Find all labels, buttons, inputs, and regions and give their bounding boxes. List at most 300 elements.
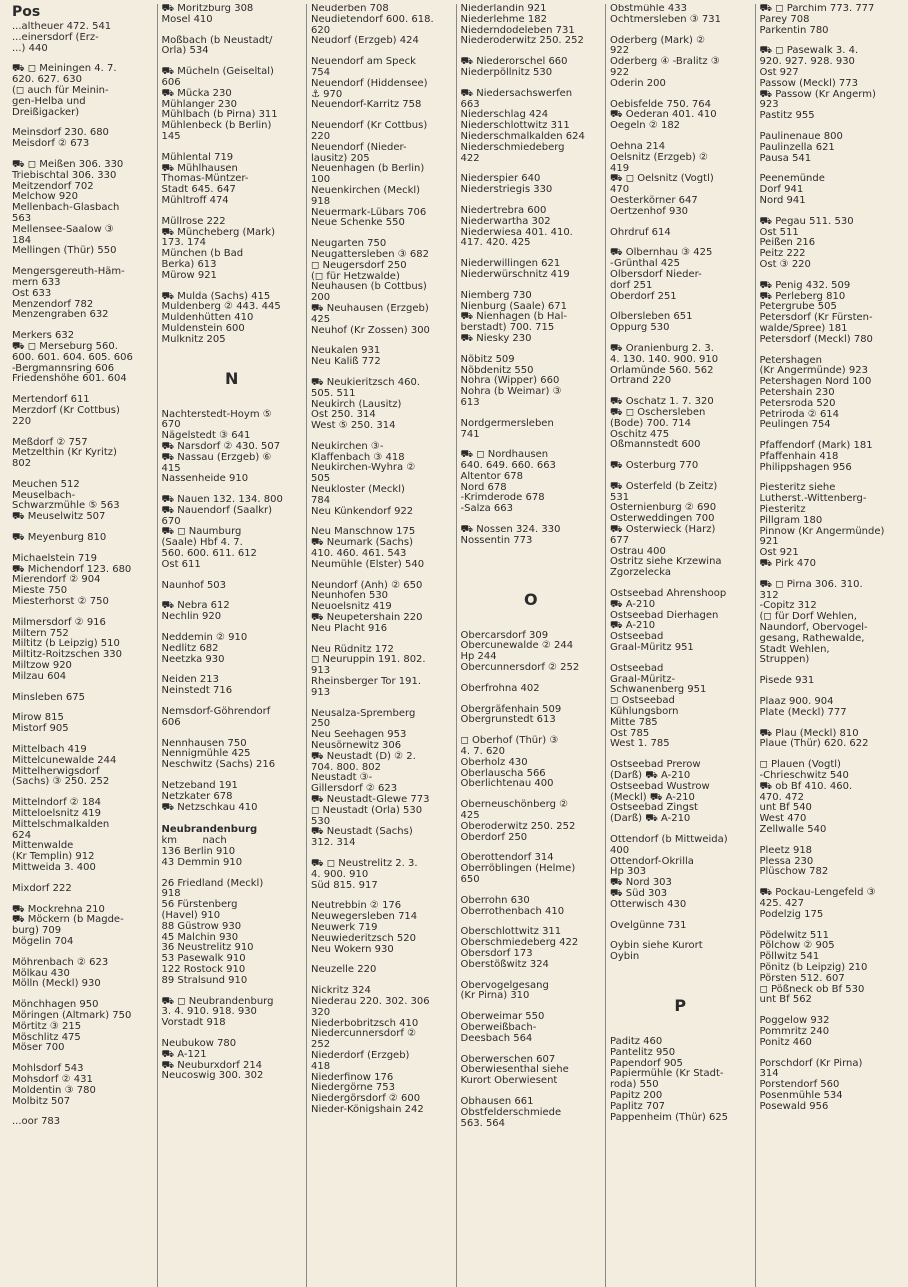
index-entry: 921 (759, 536, 779, 548)
index-entry: Neunhofen 530 (311, 590, 389, 602)
index-entry: Mittelherwigsdorf (12, 765, 100, 777)
index-entry: Poggelow 932 (759, 1015, 830, 1027)
index-entry: Neu Manschnow 175 (311, 526, 416, 538)
index-entry: Oderberg ④ -Bralitz ③ (610, 56, 720, 68)
index-entry: roda) 550 (610, 1079, 659, 1091)
index-entry: Neuermark-Lübars 706 (311, 206, 427, 218)
index-entry: Schwanenberg 951 (610, 684, 707, 696)
index-entry: berstadt) 700. 715 (460, 322, 555, 334)
index-entry: unt Bf 562 (759, 994, 812, 1006)
index-entry: Mohlsdorf 543 (12, 1063, 84, 1075)
entry-gap (461, 547, 602, 557)
index-entry: Neuendorf-Karritz 758 (311, 99, 422, 111)
index-entry: 320 (311, 1006, 331, 1018)
index-entry: 220 (311, 130, 331, 142)
index-entry: Neetzka 930 (161, 653, 225, 665)
index-entry: ⛟ Oschatz 1. 7. 320 (610, 396, 714, 408)
index-entry: 563 (12, 212, 32, 224)
index-entry: Plate (Meckl) 777 (759, 706, 847, 718)
index-entry: Niederwiesa 401. 410. (460, 226, 573, 238)
index-entry: Neusörnewitz 306 (311, 740, 402, 752)
index-entry: lausitz) 205 (311, 152, 370, 164)
index-entry: Mittelcunewalde 244 (12, 754, 117, 766)
index-entry: Neumühle (Elster) 540 (311, 558, 425, 570)
index-entry: 663 (460, 98, 480, 110)
index-entry: Minsleben 675 (12, 691, 85, 703)
index-column-2 (158, 4, 308, 1287)
index-entry: Peitz 222 (759, 248, 806, 260)
index-entry: Passow (Meckl) 773 (759, 77, 859, 89)
index-entry: Plaue (Thür) 620. 622 (759, 738, 869, 750)
index-entry: 220 (12, 415, 32, 427)
index-entry: 918 (311, 195, 331, 207)
index-entry: 252 (311, 1039, 331, 1051)
entry-gap (12, 428, 153, 438)
index-entry: Mögelin 704 (12, 935, 74, 947)
index-entry: ⛟ ◻ Meiningen 4. 7. (12, 63, 117, 75)
index-entry: Mixdorf 222 (12, 882, 72, 894)
index-entry: Petersroda 520 (759, 397, 836, 409)
index-entry: 670 (161, 515, 181, 527)
index-entry: Pappenheim (Thür) 625 (610, 1111, 729, 1123)
index-entry: Moßbach (b Neustadt/ (161, 34, 273, 46)
index-entry: 470 (610, 184, 630, 196)
index-entry: Ost 611 (161, 558, 201, 570)
index-entry: 670 (161, 419, 181, 431)
index-entry: Merkers 632 (12, 330, 75, 342)
index-entry: Podelzig 175 (759, 908, 824, 920)
index-entry: Mitteloelsnitz 419 (12, 808, 101, 820)
index-entry: (◻ für Hetzwalde) (311, 270, 400, 282)
index-entry: Neuendorf (Nieder- (311, 141, 407, 153)
index-entry: ⛟ Oederan 401. 410 (610, 109, 717, 121)
index-entry: ⛟ Nassau (Erzgeb) ⑥ (161, 451, 272, 463)
index-entry: Neuendorf (Hiddensee) (311, 77, 428, 89)
index-entry: Neuoelsnitz 419 (311, 601, 392, 613)
index-entry: ⛟ ◻ Pirna 306. 310. (759, 578, 863, 590)
index-entry: West ⑤ 250. 314 (311, 420, 396, 432)
index-entry: Niederau 220. 302. 306 (311, 995, 430, 1007)
index-entry: Plaaz 900. 904 (759, 696, 834, 708)
index-entry: Oberlichtenau 400 (460, 778, 554, 790)
entry-gap (162, 346, 303, 356)
index-entry: Oybin siehe Kurort (610, 940, 703, 952)
index-entry: 100 (311, 174, 331, 186)
index-entry: 677 (610, 534, 630, 546)
index-entry: (Meckl) ⛟ A-210 (610, 791, 695, 803)
index-entry: 624 (12, 829, 32, 841)
index-entry: burg) 709 (12, 925, 62, 937)
entry-gap (461, 557, 602, 567)
index-entry: Oberschmiedeberg 422 (460, 937, 579, 949)
entry-gap (610, 973, 751, 983)
index-entry: 704. 800. 802 (311, 761, 381, 773)
index-entry: ⛟ Neustadt (D) ② 2. (311, 750, 416, 762)
index-entry: Pönitz (b Leipzig) 210 (759, 961, 868, 973)
page-header-label: Pos (12, 4, 41, 20)
index-entry: 410. 460. 461. 543 (311, 548, 407, 560)
index-entry: Obhausen 661 (460, 1095, 534, 1107)
index-entry: Graal-Müritz 951 (610, 642, 694, 654)
index-entry: ⛟ ◻ Oschersleben (610, 406, 706, 418)
index-entry: Neuendorf am Speck (311, 56, 416, 68)
index-entry: ⛟ Nord 303 (610, 877, 672, 889)
index-entry: Pommritz 240 (759, 1025, 830, 1037)
index-entry: Ochtmersleben ③ 731 (610, 13, 722, 25)
index-entry: Ostseebad Dierhagen (610, 609, 719, 621)
index-entry: Niederoderwitz 250. 252 (460, 35, 584, 47)
index-entry: Neucoswig 300. 302 (161, 1070, 264, 1082)
index-entry: Neuendorf (Kr Cottbus) (311, 120, 428, 132)
index-entry: Niederbobritzsch 410 (311, 1017, 419, 1029)
index-entry: ⛟ Meyenburg 810 (12, 532, 107, 544)
index-entry: ⛟ Osterburg 770 (610, 460, 699, 472)
index-entry: ...oor 783 (12, 1116, 61, 1128)
index-entry: Ost 633 (12, 287, 52, 299)
index-entry: Niederstriegis 330 (460, 184, 553, 196)
index-entry: Niedergörne 753 (311, 1082, 396, 1094)
index-entry: Möhrenbach ② 623 (12, 956, 109, 968)
index-column-4 (457, 4, 607, 1287)
index-entry: Miltitz (b Leipzig) 510 (12, 638, 120, 650)
index-entry: ⛟ Nauen 132. 134. 800 (161, 494, 283, 506)
index-entry: Oberschlottwitz 311 (460, 926, 562, 938)
index-entry: Michaelstein 719 (12, 552, 97, 564)
index-entry: 314 (759, 1068, 779, 1080)
index-entry: Kurort Oberwiesent (460, 1075, 558, 1087)
index-entry: Mieste 750 (12, 585, 68, 597)
index-entry: Paulinenaue 800 (759, 130, 843, 142)
index-entry: Pastitz 955 (759, 110, 815, 122)
index-entry: 913 (311, 686, 331, 698)
index-entry: ⛟ ob Bf 410. 460. (759, 780, 853, 792)
index-entry: ⛟ ◻ Parchim 773. 777 (759, 4, 875, 14)
index-entry: ⛟ Nauendorf (Saalkr) (161, 504, 273, 516)
index-entry: 89 Stralsund 910 (161, 974, 248, 986)
index-entry: 505 (311, 473, 331, 485)
index-entry: Petershagen Nord 100 (759, 376, 872, 388)
index-entry: Ottendorf-Okrilla (610, 855, 694, 867)
index-entry: München (b Bad (161, 248, 244, 260)
index-entry: Ostseebad Wustrow (610, 780, 710, 792)
index-entry: Niederfinow 176 (311, 1071, 394, 1083)
index-entry: ⛟ Neuhausen (Erzgeb) (311, 302, 429, 314)
index-entry: Mengersgereuth-Häm- (12, 266, 125, 278)
index-entry: Neukirch (Lausitz) (311, 398, 402, 410)
index-entry: Obergrunstedt 613 (460, 714, 556, 726)
index-entry: Oberlauscha 566 (460, 767, 546, 779)
index-entry: ◻ Plauen (Vogtl) (759, 759, 841, 771)
index-entry: Mölkau 430 (12, 967, 70, 979)
index-entry: 563. 564 (460, 1117, 506, 1129)
index-entry: 425 (311, 313, 331, 325)
index-entry: Stadt Wehlen, (759, 643, 830, 655)
index-entry: 600. 601. 604. 605. 606 (12, 351, 133, 363)
index-entry: unt Bf 540 (759, 802, 812, 814)
index-entry: 415 (161, 462, 181, 474)
index-entry: Schwarzmühle ⑤ 563 (12, 500, 120, 512)
index-entry: 136 Berlin 910 (161, 846, 236, 858)
index-entry: Nienburg (Saale) 671 (460, 300, 567, 312)
index-entry: ...) 440 (12, 42, 48, 54)
index-entry: ⛟ Müncheberg (Mark) (161, 226, 275, 238)
index-entry: 184 (12, 234, 32, 246)
index-entry: ⛟ Neustadt (Sachs) (311, 826, 413, 838)
index-entry: Obercunnersdorf ② 252 (460, 662, 580, 674)
index-entry: ⛟ Niesky 230 (460, 332, 532, 344)
index-entry: Plüschow 782 (759, 866, 829, 878)
index-entry: 200 (311, 292, 331, 304)
index-entry: Muldenstein 600 (161, 322, 245, 334)
index-entry: Nohra (b Weimar) ③ (460, 386, 562, 398)
index-entry: (Kr Templin) 912 (12, 851, 95, 863)
index-entry: Mertendorf 611 (12, 394, 90, 406)
index-entry: 418 (311, 1060, 331, 1072)
index-entry: ⛟ Oranienburg 2. 3. (610, 342, 714, 354)
index-entry: Meßdorf ② 757 (12, 436, 88, 448)
index-entry: Oberdorf 250 (460, 831, 528, 843)
index-entry: ⛟ ◻ Neubrandenburg (161, 995, 274, 1007)
index-entry: Neukloster (Meckl) (311, 484, 405, 496)
index-entry: Oertzenhof 930 (610, 205, 689, 217)
index-entry: Orla) 534 (161, 45, 209, 57)
index-entry: Oybin (610, 951, 640, 963)
index-entry: Obercarsdorf 309 (460, 629, 549, 641)
index-entry: Philippshagen 956 (759, 461, 852, 473)
index-entry: Nedlitz 682 (161, 642, 219, 654)
index-entry: Nemsdorf-Göhrendorf (161, 706, 271, 718)
index-entry: Neukirchen-Wyhra ② (311, 462, 416, 474)
index-entry: Milmersdorf ② 916 (12, 616, 106, 628)
index-entry: Oberholz 430 (460, 756, 528, 768)
index-entry: Graal-Müritz- (610, 673, 676, 685)
index-entry: ⛟ Nossen 324. 330 (460, 524, 561, 536)
index-entry: Mittelndorf ② 184 (12, 797, 102, 809)
index-entry: Papendorf 905 (610, 1057, 683, 1069)
index-entry: Klaffenbach ③ 418 (311, 451, 405, 463)
index-entry: 613 (460, 396, 480, 408)
index-entry: ◻ Pößneck ob Bf 530 (759, 983, 865, 995)
index-entry: Mühlenbeck (b Berlin) (161, 120, 272, 132)
index-entry: (◻ auch für Meinin- (12, 84, 109, 96)
index-entry: Neugattersleben ③ 682 (311, 248, 429, 260)
index-entry: -Bergmannsring 606 (12, 362, 115, 374)
index-entry: 173. 174 (161, 237, 207, 249)
index-entry: Neubukow 780 (161, 1037, 237, 1049)
index-entry: Paditz 460 (610, 1035, 663, 1047)
index-entry: Möringen (Altmark) 750 (12, 1009, 132, 1021)
index-entry: ⛟ Michendorf 123. 680 (12, 563, 132, 575)
index-entry: Ost 511 (759, 226, 799, 238)
index-entry: Peißen 216 (759, 237, 816, 249)
index-entry: Obstfelderschmiede (460, 1106, 562, 1118)
index-entry: Dorf 941 (759, 184, 804, 196)
index-entry: Peulingen 754 (759, 419, 831, 431)
index-entry: (Saale) Hbf 4. 7. (161, 537, 243, 549)
index-entry: 4. 900. 910 (311, 868, 369, 880)
index-entry: Neugarten 750 (311, 238, 387, 250)
index-entry: ⛟ A-210 (610, 598, 656, 610)
index-entry: Neinstedt 716 (161, 685, 233, 697)
index-entry: (Kr Angermünde) 923 (759, 365, 868, 377)
index-entry: Oesterkörner 647 (610, 194, 698, 206)
index-entry: 53 Pasewalk 910 (161, 953, 246, 965)
index-entry: Orlamünde 560. 562 (610, 364, 714, 376)
index-entry: Peenemünde (759, 173, 825, 185)
index-entry: Papitz 200 (610, 1089, 663, 1101)
index-entry: 470. 472 (759, 791, 805, 803)
index-entry: West 1. 785 (610, 738, 670, 750)
index-entry: Müllrose 222 (161, 215, 226, 227)
index-entry: ...einersdorf (Erz- (12, 31, 99, 43)
index-entry: Niederschlag 424 (460, 109, 549, 121)
index-entry: Osternienburg ② 690 (610, 502, 717, 514)
index-entry: -Krimderode 678 (460, 492, 545, 504)
index-entry: Neuwegersleben 714 (311, 911, 418, 923)
index-entry: 923 (759, 99, 779, 111)
index-entry: Nord 941 (759, 194, 806, 206)
index-entry: Petergrube 505 (759, 301, 837, 313)
index-entry: 312. 314 (311, 837, 356, 849)
index-entry: Oberröblingen (Helme) (460, 863, 576, 875)
index-entry: Ostseebad (610, 662, 664, 674)
index-entry: Ostseebad Ahrenshoop (610, 588, 727, 600)
index-entry: Niederwartha 302 (460, 215, 551, 227)
index-entry: Mittenwalde (12, 840, 74, 852)
index-entry: 3. 4. 910. 918. 930 (161, 1006, 257, 1018)
index-entry: Neuhausen (b Cottbus) (311, 281, 427, 293)
index-entry: 250 (311, 718, 331, 730)
index-entry: Neuenhagen (b Berlin) (311, 163, 425, 175)
index-entry: Obstmühle 433 (610, 4, 687, 14)
index-entry: Osterweddingen 700 (610, 513, 715, 525)
index-entry: Porschdorf (Kr Pirna) (759, 1057, 863, 1069)
index-entry: 640. 649. 660. 663 (460, 460, 556, 472)
entry-gap (610, 963, 751, 973)
index-entry: (Kr Pirna) 310 (460, 990, 530, 1002)
index-entry: ⛟ Nebra 612 (161, 600, 230, 612)
index-entry: Nieder-Königshain 242 (311, 1103, 424, 1115)
index-entry: Mosel 410 (161, 13, 213, 25)
index-entry: Neu Rüdnitz 172 (311, 643, 394, 655)
index-entry: Nassenheide 910 (161, 473, 249, 485)
index-entry: ⛟ ◻ Pasewalk 3. 4. (759, 45, 859, 57)
index-entry: Petershagen (759, 354, 823, 366)
index-entry: Pillgram 180 (759, 514, 823, 526)
index-entry: Molbitz 507 (12, 1095, 71, 1107)
index-entry: ⛟ Neumark (Sachs) (311, 537, 414, 549)
index-entry: (Darß) ⛟ A-210 (610, 770, 691, 782)
index-entry: Oderin 200 (610, 77, 666, 89)
index-entry: Oberrohn 630 (460, 894, 530, 906)
index-entry: ⛟ Osterwieck (Harz) (610, 524, 716, 536)
index-entry: Mönchhagen 950 (12, 999, 99, 1011)
index-entry: Süd 815. 917 (311, 879, 378, 891)
index-entry: Meitzendorf 702 (12, 180, 94, 192)
index-entry: Nöbdenitz 550 (460, 364, 534, 376)
index-entry: Parkentin 780 (759, 24, 829, 36)
index-entry: Oberfrohna 402 (460, 682, 540, 694)
index-entry: Muldenhütten 410 (161, 312, 254, 324)
entry-gap (162, 813, 303, 823)
index-entry: 922 (610, 66, 630, 78)
index-entry: Mitte 785 (610, 716, 658, 728)
index-entry: Papiermühle (Kr Stadt- (610, 1068, 724, 1080)
index-entry: 26 Friedland (Meckl) (161, 877, 264, 889)
index-entry: Pausa 541 (759, 152, 812, 164)
index-entry: 918 (161, 888, 181, 900)
index-entry: Vorstadt 918 (161, 1017, 226, 1029)
index-entry: Hp 303 (610, 866, 647, 878)
index-entry: Nohra (Wipper) 660 (460, 375, 560, 387)
index-entry: Obergräfenhain 509 (460, 703, 562, 715)
index-entry: Muldenberg ② 443. 445 (161, 301, 281, 313)
index-entry: Neuwiederitzsch 520 (311, 932, 416, 944)
index-entry: ⛟ Pirk 470 (759, 558, 817, 570)
index-entry: ⛟ Pegau 511. 530 (759, 215, 854, 227)
index-entry: Oberstößwitz 324 (460, 958, 549, 970)
index-entry: Niederlandin 921 (460, 4, 547, 14)
index-entry: 560. 600. 611. 612 (161, 548, 257, 560)
index-entry: ⛟ ◻ Neustrelitz 2. 3. (311, 857, 418, 869)
index-entry: ⛟ Perleberg 810 (759, 290, 846, 302)
index-entry: ...altheuer 472. 541 (12, 21, 112, 32)
index-entry: 531 (610, 491, 630, 503)
index-entry: ◻ Neuruppin 191. 802. (311, 654, 426, 666)
index-entry: dorf 251 (610, 279, 653, 291)
index-entry: Niederschmalkalden 624 (460, 130, 585, 142)
index-entry: 122 Rostock 910 (161, 963, 246, 975)
index-entry: Ovelgünne 731 (610, 919, 687, 931)
index-entry: Naundorf, Obervogel- (759, 622, 868, 634)
index-entry: Deesbach 564 (460, 1032, 533, 1044)
index-entry: Neuzelle 220 (311, 964, 377, 976)
index-entry: Parey 708 (759, 13, 810, 25)
index-entry: Neu Künkendorf 922 (311, 505, 414, 517)
index-entry: 400 (610, 844, 630, 856)
index-entry: 4. 7. 620 (460, 746, 506, 758)
index-entry: Neu Seehagen 953 (311, 729, 407, 741)
index-entry: Metzelthin (Kr Kyritz) (12, 447, 117, 459)
index-entry: Möschlitz 475 (12, 1031, 81, 1043)
index-entry: Nechlin 920 (161, 611, 222, 623)
index-entry: Petriroda ② 614 (759, 408, 840, 420)
index-entry: ⛟ Olbernhau ③ 425 (610, 247, 713, 259)
index-entry: Mellingen (Thür) 550 (12, 245, 117, 257)
index-column-6 (756, 4, 905, 1287)
index-entry: Zgorzelecka (610, 567, 672, 579)
index-entry: Oberweißbach- (460, 1021, 537, 1033)
index-entry: Dreißigacker) (12, 106, 80, 118)
index-entry: Triebischtal 306. 330 (12, 169, 117, 181)
index-entry: Moldentin ③ 780 (12, 1084, 96, 1096)
index-column-3 (307, 4, 457, 1287)
index-entry: Olbersdorf Nieder- (610, 268, 702, 280)
index-entry: Nägelstedt ③ 641 (161, 430, 251, 442)
index-entry: Petersdorf (Kr Fürsten- (759, 312, 873, 324)
index-entry: Stadt 645. 647 (161, 184, 236, 196)
index-entry: ⛟ ◻ Naumburg (161, 526, 242, 538)
index-column-1 (8, 4, 158, 1287)
index-entry: Mürow 921 (161, 269, 217, 281)
index-entry: ⛟ ◻ Meißen 306. 330 (12, 158, 124, 170)
index-entry: Pisede 931 (759, 675, 815, 687)
index-entry: ⛟ Mockrehna 210 (12, 903, 105, 915)
index-entry: Neuwerk 719 (311, 921, 378, 933)
index-entry: Pleetz 918 (759, 844, 813, 856)
index-entry: Niederndodeleben 731 (460, 24, 575, 36)
index-entry: Meuselbach- (12, 489, 76, 501)
